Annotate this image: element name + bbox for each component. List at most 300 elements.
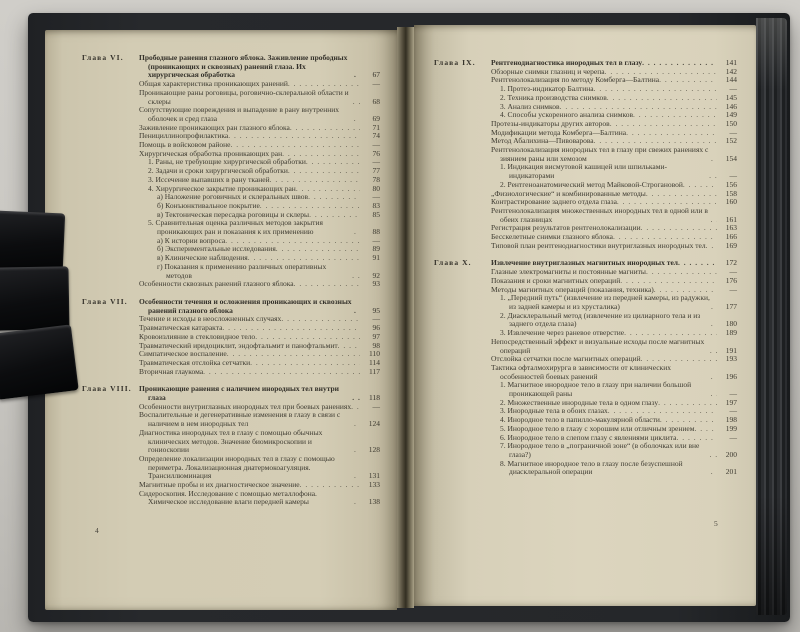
dot-leader (607, 94, 717, 103)
dot-leader (354, 115, 360, 124)
entry-gutter (434, 146, 491, 163)
entry-text: 5. Сравнительная оценка различных методов закрытия проникающих ран и показания к их применению (148, 218, 323, 237)
dot-leader (594, 137, 717, 146)
dot-leader (270, 176, 360, 185)
entry-text: Особенности сквозных ранений глазного яблока (139, 279, 294, 289)
toc-entry (82, 455, 380, 481)
dot-leader (641, 224, 717, 233)
dot-leader (290, 124, 360, 133)
page-number: — (729, 432, 737, 442)
entry-gutter (434, 294, 491, 311)
dot-leader (354, 71, 360, 80)
dot-leader (250, 359, 360, 368)
page-number: — (372, 79, 380, 89)
entry-text: а) К истории вопроса (157, 235, 226, 245)
entry-text-wrap (491, 163, 717, 180)
chapter-title-wrap (139, 54, 360, 80)
table-of-contents-left (82, 54, 380, 507)
dot-leader (281, 315, 360, 324)
page-fore-edge (756, 18, 787, 615)
entry-gutter (82, 89, 139, 106)
entry-text: 3. Анализ снимков (500, 101, 560, 111)
entry-text-wrap (491, 312, 717, 329)
entry-text-wrap (139, 280, 360, 289)
dot-leader (300, 481, 360, 490)
page-number: 138 (368, 497, 380, 507)
page-number: 172 (725, 258, 737, 268)
dot-leader (296, 185, 360, 194)
chapter-label: Глава VIII. (82, 384, 132, 394)
dot-leader (594, 85, 717, 94)
entry-gutter (434, 163, 491, 180)
entry-text: 8. Магнитное инородное тело в глазу после безуспешной диасклеральной операции (500, 458, 683, 477)
entry-gutter (434, 442, 491, 459)
toc-entry (82, 350, 380, 359)
entry-gutter (434, 103, 491, 112)
entry-gutter (82, 263, 139, 280)
entry-text: Травматическая катаракта (139, 323, 223, 333)
entry-gutter (434, 277, 491, 286)
page-number: 77 (372, 166, 380, 176)
entry-gutter (434, 76, 491, 85)
dot-leader (248, 254, 360, 263)
chapter-label: Глава VI. (82, 53, 124, 62)
entry-gutter (82, 359, 139, 368)
toc-chapter (82, 298, 380, 376)
entry-text: 4. Способы ускоренного анализа снимков (500, 110, 634, 120)
entry-gutter (434, 434, 491, 443)
toc-chapter (82, 54, 380, 289)
chapter-title-wrap (139, 298, 360, 315)
entry-gutter (434, 120, 491, 129)
dot-leader (353, 98, 360, 107)
entry-gutter (434, 355, 491, 364)
entry-gutter (434, 460, 491, 477)
toc-entry (434, 338, 737, 355)
dot-leader (227, 350, 360, 359)
entry-text: в) Тектоническая пересадка роговицы и склеры (157, 209, 310, 219)
entry-gutter (434, 364, 491, 381)
entry-gutter (434, 399, 491, 408)
dot-leader (711, 468, 717, 477)
dot-leader (711, 373, 717, 382)
page-number: — (729, 267, 737, 277)
entry-gutter (82, 481, 139, 490)
entry-text: 4. Хирургическое закрытие проникающих ран (148, 183, 296, 193)
entry-text: Помощь в войсковом районе (139, 140, 231, 150)
page-number: 191 (725, 345, 737, 355)
dot-leader (642, 59, 717, 68)
toc-entry (434, 312, 737, 329)
page-number: 177 (725, 301, 737, 311)
entry-gutter (82, 141, 139, 150)
toc-entry (434, 163, 737, 180)
page-number: — (372, 235, 380, 245)
entry-text: 4. Инородное тело в папилло-макулярной области (500, 415, 660, 425)
entry-text: 2. Рентгеноанатомический метод Майковой-Строгановой (500, 179, 683, 189)
dot-leader (710, 451, 717, 460)
entry-gutter (82, 193, 139, 202)
toc-chapter (82, 385, 380, 507)
dot-leader (354, 420, 360, 429)
entry-text-wrap (139, 106, 360, 123)
entry-text-wrap (139, 429, 360, 455)
entry-gutter (82, 342, 139, 351)
entry-gutter (434, 137, 491, 146)
page-number: 154 (725, 153, 737, 163)
page-number: 114 (369, 357, 380, 367)
entry-text: б) Конъюнктивальное покрытие (157, 200, 260, 210)
dot-leader (294, 280, 360, 289)
dot-leader (624, 329, 717, 338)
page-number: 83 (372, 200, 380, 210)
dot-leader (659, 76, 717, 85)
page-number: 150 (725, 118, 737, 128)
entry-text: Магнитные пробы и их диагностическое значение (139, 480, 300, 490)
dot-leader (282, 150, 360, 159)
entry-text-wrap (139, 263, 360, 280)
dot-leader (608, 407, 717, 416)
entry-text: 1. „Передний путь“ (извлечение из передней камеры, из радужки, из задней камеры и из хрусталика) (500, 293, 710, 311)
entry-text: Проникающие раны роговицы, роговично-склеральной области и склеры (139, 87, 349, 106)
toc-entry (82, 263, 380, 280)
entry-gutter (82, 132, 139, 141)
page-number: 96 (372, 323, 380, 333)
entry-text: 1. Протез-индикатор Балтина (500, 84, 594, 94)
entry-gutter (434, 286, 491, 295)
page-number: 92 (372, 270, 380, 280)
entry-gutter (82, 185, 139, 194)
dot-leader (276, 245, 360, 254)
entry-gutter (434, 338, 491, 355)
toc-entry (434, 294, 737, 311)
entry-text-wrap (139, 368, 360, 377)
chapter-label: Глава IX. (434, 58, 476, 67)
page-number: 117 (369, 366, 380, 376)
page-number: 145 (725, 92, 737, 102)
page-number: — (372, 157, 380, 167)
dot-leader (711, 216, 717, 225)
toc-entry (434, 460, 737, 477)
entry-gutter (434, 68, 491, 77)
entry-text: Кровоизлияние в стекловидное тело (139, 331, 256, 341)
page-number: — (729, 84, 737, 94)
dot-leader (613, 233, 717, 242)
toc-entry (82, 280, 380, 289)
entry-text-wrap (491, 294, 717, 311)
dot-leader (203, 368, 360, 377)
entry-text: Течение и исходы в неосложненных случаях (139, 314, 282, 324)
entry-gutter (82, 429, 139, 455)
entry-text: Глазные электромагниты и постоянные магниты (491, 267, 646, 277)
entry-text: Пенициллинопрофилактика (139, 131, 229, 141)
page-number: 149 (725, 110, 737, 120)
entry-text: Диагностика инородных тел в глазу с помощью обычных клинических методов. Значение биомикроскопии и гониоскопии (139, 427, 323, 455)
entry-text: Тактика офталмохирурга в зависимости от клинических особенностей боевых ранений (491, 362, 671, 381)
entry-text: Хирургическая обработка проникающих ран (139, 148, 283, 158)
toc-chapter (434, 259, 737, 477)
entry-gutter (82, 176, 139, 185)
chapter-title: Проникающие ранения с наличием инородных тел внутри глаза (139, 384, 340, 403)
page-number: 74 (372, 131, 380, 141)
entry-gutter (82, 219, 139, 236)
page-number: 156 (725, 179, 737, 189)
toc-entry (82, 132, 380, 141)
dot-leader (646, 268, 717, 277)
entry-gutter (434, 198, 491, 207)
toc-entry (82, 106, 380, 123)
entry-gutter (434, 129, 491, 138)
toc-entry (82, 429, 380, 455)
chapter-title: Рентгенодиагностика инородных тел в глазу (491, 58, 643, 67)
toc-entry (434, 242, 737, 251)
toc-entry (434, 364, 737, 381)
page-number: 146 (725, 101, 737, 111)
entry-gutter (434, 416, 491, 425)
entry-text: а) Наложение роговичных и склеральных швов (157, 192, 309, 202)
dot-leader (352, 394, 360, 403)
chapter-title: Особенности течения и осложнения проникающих и сквозных ранений глазного яблока (139, 296, 352, 315)
entry-text-wrap (139, 455, 360, 481)
entry-gutter (82, 455, 139, 481)
dot-leader (351, 403, 360, 412)
entry-text: Рентгенолокализация по методу Комберга—Балтина (491, 75, 660, 85)
entry-text: Модификации метода Комберга—Балтина (491, 127, 627, 137)
entry-text: Обзорные снимки глазниц и черепа (491, 66, 605, 76)
entry-text-wrap (491, 338, 717, 355)
dot-leader (620, 277, 717, 286)
toc-entry (434, 94, 737, 103)
entry-text: Показания и сроки магнитных операций (491, 275, 621, 285)
chapter-title: Прободные ранения глазного яблока. Заживление прободных (проникающих и сквозных) ранений глаза. Их хирургическая обработка (139, 53, 348, 80)
entry-text: б) Экспериментальные исследования (157, 244, 276, 254)
entry-gutter (434, 224, 491, 233)
entry-gutter (82, 368, 139, 377)
page-number: 197 (725, 397, 737, 407)
toc-entry (82, 237, 380, 246)
page-number: 93 (372, 279, 380, 289)
page-number: 118 (369, 393, 380, 403)
toc-entry (434, 146, 737, 163)
entry-text: Особенности внутриглазных инородных тел при боевых ранениях (139, 401, 352, 411)
dot-leader (633, 111, 717, 120)
entry-text: 1. Раны, не требующие хирургической обработки (148, 157, 306, 167)
page-number: 91 (372, 253, 380, 263)
entry-text: Заживление проникающих ран глазного яблока (139, 122, 290, 132)
chapter-title: Извлечение внутриглазных магнитных инородных тел (491, 258, 678, 268)
page-right (414, 25, 756, 606)
entry-text-wrap (139, 89, 360, 106)
dot-leader (709, 172, 717, 181)
entry-gutter (434, 85, 491, 94)
page-number: — (729, 389, 737, 399)
entry-gutter (434, 407, 491, 416)
page-number: 166 (725, 232, 737, 242)
page-number: 193 (725, 354, 737, 364)
dot-leader (338, 342, 360, 351)
entry-text: Определение локализации инородных тел в глазу с помощью периметра. Локализационная диатермокоагуляция. Трансиллюминация (139, 453, 335, 481)
page-number: 128 (368, 445, 380, 455)
dot-leader (354, 498, 360, 507)
dot-leader (711, 320, 717, 329)
page-number: 196 (725, 371, 737, 381)
binder-clip (0, 211, 65, 271)
toc-entry (434, 381, 737, 398)
page-number: 201 (725, 467, 737, 477)
page-number: 141 (725, 58, 737, 67)
entry-text: 1. Магнитное инородное тело в глазу при наличии большой проникающей раны (500, 380, 692, 399)
page-number: 199 (725, 423, 737, 433)
entry-text: Контрастирование заднего отдела глаза (491, 197, 617, 207)
entry-gutter (82, 167, 139, 176)
page-number: 88 (372, 227, 380, 237)
page-number: 110 (369, 349, 380, 359)
dot-leader (308, 193, 360, 202)
dot-leader (231, 141, 360, 150)
entry-text-wrap (139, 219, 360, 236)
entry-gutter (82, 106, 139, 123)
entry-text: Рентгенолокализация инородных тел в глазу при свежих ранениях с зиянием раны или хемозом (491, 145, 709, 163)
toc-chapter-heading (82, 54, 380, 80)
chapter-label: Глава VII. (82, 296, 128, 306)
entry-text: Вторичная глаукома (139, 366, 204, 376)
entry-gutter (434, 207, 491, 224)
toc-entry (82, 219, 380, 236)
page-number: 69 (372, 113, 380, 123)
dot-leader (710, 347, 717, 356)
page-number: — (729, 284, 737, 294)
dot-leader (706, 242, 717, 251)
page-number: — (372, 140, 380, 150)
entry-gutter (82, 237, 139, 246)
entry-text-wrap (491, 381, 717, 398)
entry-gutter (82, 158, 139, 167)
entry-text: г) Показания к применению различных оперативных методов (157, 261, 327, 280)
dot-leader (646, 190, 717, 199)
entry-text: 5. Инородное тело в глазу с хорошим или отличным зрением (500, 423, 695, 433)
toc-entry (82, 490, 380, 507)
toc-chapter-heading (82, 298, 380, 315)
page-number: — (372, 192, 380, 202)
entry-gutter (82, 245, 139, 254)
entry-text: Непосредственный эффект и визуальные исходы после магнитных операций (491, 336, 705, 355)
entry-gutter (434, 111, 491, 120)
toc-entry (82, 141, 380, 150)
dot-leader (617, 198, 717, 207)
page-number: 131 (368, 471, 380, 481)
page-number: 161 (725, 214, 737, 224)
toc-entry (82, 315, 380, 324)
dot-leader (626, 129, 717, 138)
toc-entry (82, 324, 380, 333)
toc-entry (434, 207, 737, 224)
page-number: 97 (372, 331, 380, 341)
entry-gutter (434, 381, 491, 398)
page-number: 133 (368, 480, 380, 490)
folio-page-number: 5 (714, 519, 718, 528)
entry-text: 2. Задачи и сроки хирургической обработки (148, 166, 288, 176)
page-number: 152 (725, 136, 737, 146)
dot-leader (710, 390, 717, 399)
dot-leader (225, 237, 360, 246)
page-number: 124 (368, 419, 380, 429)
entry-text: 2. Множественные инородные тела в одном глазу (500, 397, 659, 407)
book-gutter (397, 27, 414, 608)
entry-text: 2. Диасклеральный метод (извлечение из цилиарного тела и из заднего отдела глаза) (500, 310, 701, 329)
entry-gutter (434, 94, 491, 103)
page-number: 189 (725, 328, 737, 338)
entry-gutter (82, 315, 139, 324)
toc-entry (82, 89, 380, 106)
entry-gutter (434, 233, 491, 242)
toc-entry (82, 359, 380, 368)
entry-text: Бесскелетные снимки глазного яблока (491, 232, 613, 242)
page-number: — (729, 171, 737, 181)
entry-gutter (82, 490, 139, 507)
page-left (45, 30, 397, 610)
page-number: 200 (725, 449, 737, 459)
entry-gutter (82, 80, 139, 89)
page-number: — (372, 314, 380, 324)
page-number: 67 (372, 70, 380, 80)
dot-leader (695, 425, 718, 434)
dot-leader (255, 333, 360, 342)
toc-chapter (434, 59, 737, 250)
dot-leader (610, 120, 717, 129)
entry-text: Травматическая отслойка сетчатки (139, 357, 251, 367)
page-number: — (729, 406, 737, 416)
dot-leader (354, 472, 360, 481)
page-number: 80 (372, 183, 380, 193)
dot-leader (711, 155, 717, 164)
toc-entry (82, 124, 380, 133)
entry-gutter (434, 242, 491, 251)
entry-text: Травматический иридоциклит, эндофтальмит и панофтальмит (139, 340, 338, 350)
dot-leader (605, 68, 717, 77)
dot-leader (354, 307, 360, 316)
page-number: 169 (725, 240, 737, 250)
page-number: — (372, 401, 380, 411)
dot-leader (288, 80, 360, 89)
entry-text: Регистрация результатов рентгенолокализации (491, 223, 641, 233)
dot-leader (658, 399, 717, 408)
dot-leader (288, 167, 360, 176)
entry-text: Симпатическое воспаление (139, 349, 227, 359)
entry-text-wrap (491, 146, 717, 163)
dot-leader (228, 132, 360, 141)
dot-leader (654, 286, 717, 295)
entry-text: в) Клинические наблюдения (157, 253, 248, 263)
entry-text-wrap (491, 364, 717, 381)
entry-text: Общая характеристика проникающих ранений (139, 79, 288, 89)
page-number: 78 (372, 174, 380, 184)
page-number: 68 (372, 96, 380, 106)
entry-gutter (434, 425, 491, 434)
dot-leader (660, 416, 717, 425)
entry-gutter (82, 280, 139, 289)
entry-gutter (434, 190, 491, 199)
entry-text: 7. Инородное тело в „пограничной зоне“ (в оболочках или вне глаза?) (500, 441, 700, 459)
entry-text: Типовой план рентгенодиагностики внутриглазных инородных тел (491, 240, 706, 250)
entry-text-wrap (491, 207, 717, 224)
page-number: 89 (372, 244, 380, 254)
page-number: 95 (372, 305, 380, 315)
entry-text-wrap (491, 442, 717, 459)
binder-clip (0, 266, 70, 330)
toc-entry (434, 103, 737, 112)
entry-gutter (82, 150, 139, 159)
toc-entry (434, 442, 737, 459)
